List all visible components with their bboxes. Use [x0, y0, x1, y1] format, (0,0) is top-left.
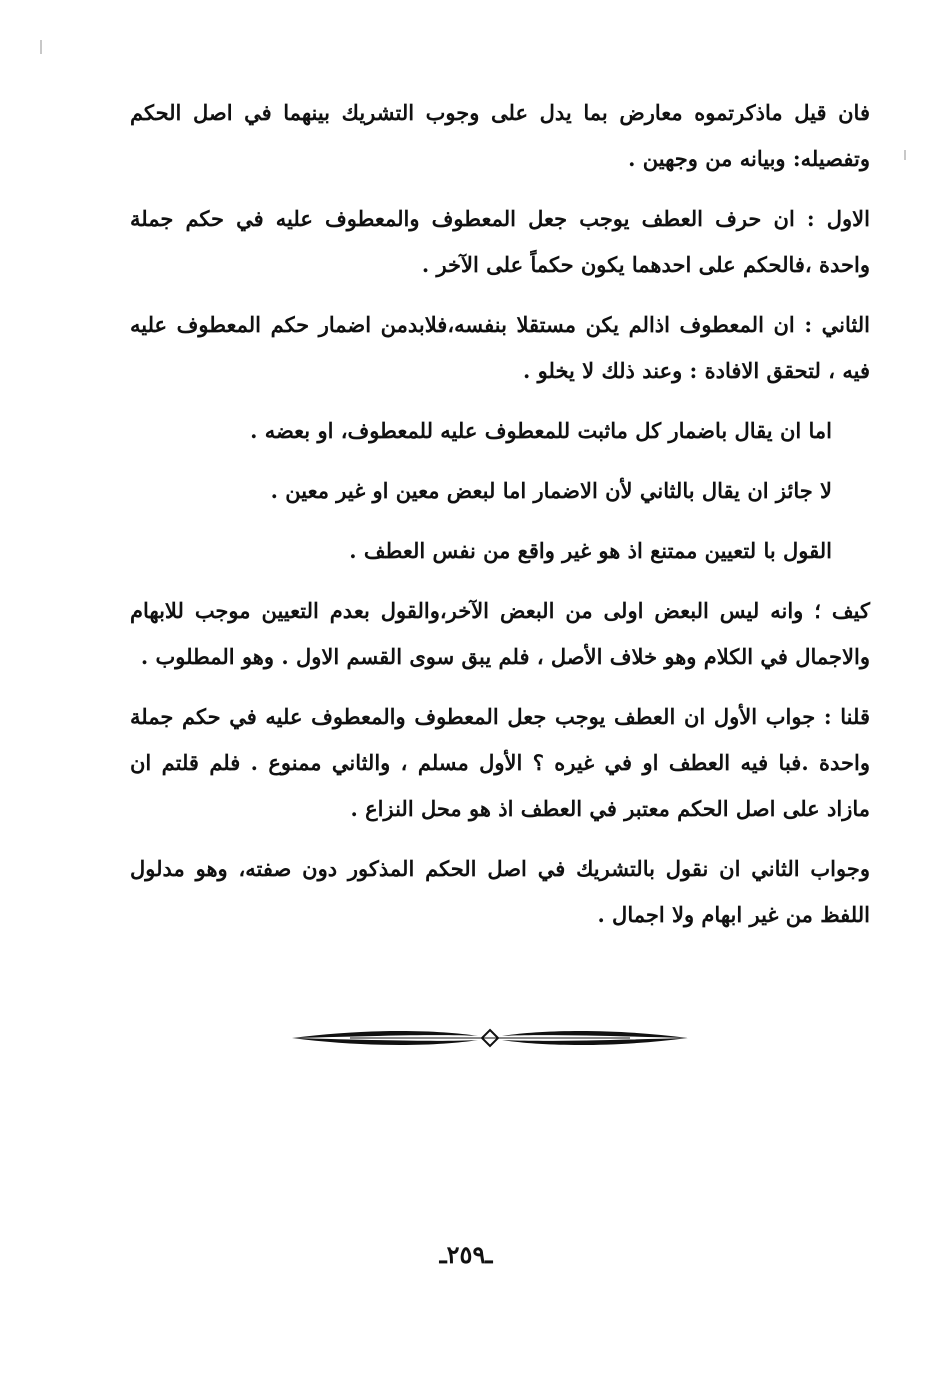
paragraph-first-point: الاول : ان حرف العطف يوجب جعل المعطوف والمعطوف عليه في حكم جملة واحدة ،فالحكم على احدهما يكون حكماً على الآخر .	[130, 206, 870, 277]
paragraph-second-point: الثاني : ان المعطوف اذالم يكن مستقلا بنفسه،فلابدمن اضمار حكم المعطوف عليه فيه ، لتحقق الافادة : وعند ذلك لا يخلو .	[130, 312, 870, 383]
scan-edge-mark	[40, 40, 42, 54]
page-number: ـ٢٥٩ـ	[439, 1240, 493, 1269]
paragraph-option-all: اما ان يقال باضمار كل ماثبت للمعطوف عليه للمعطوف، او بعضه .	[250, 418, 832, 443]
paragraph-option-some: لا جائز ان يقال بالثاني لأن الاضمار اما لبعض معين او غير معين .	[270, 478, 832, 503]
paragraph-reply-first: قلنا : جواب الأول ان العطف يوجب جعل المعطوف والمعطوف عليه في حكم جملة واحدة .فبا فيه العطف او في غيره ؟ الأول مسلم ، والثاني ممنوع . فلم قلتم ان مازاد على اصل الحكم معتبر في العطف اذ هو محل النزاع .	[130, 704, 870, 821]
ornament-left-swash	[292, 1031, 478, 1038]
divider-ornament	[290, 1022, 690, 1054]
paragraph-specification: القول با لتعيين ممتنع اذ هو غير واقع من نفس العطف .	[349, 538, 832, 563]
paragraph-objection: فان قيل ماذكرتموه معارض بما يدل على وجوب التشريك بينهما في اصل الحكم وتفصيله: وبيانه من وجهين .	[130, 100, 870, 171]
ornament-left-swash-lower	[292, 1038, 478, 1045]
ornament-right-swash	[502, 1031, 688, 1038]
paragraph-reply-second: وجواب الثاني ان نقول بالتشريك في اصل الحكم المذكور دون صفته، وهو مدلول اللفظ من غير ابهام ولا اجمال .	[130, 856, 870, 927]
paragraph-how: كيف ؛ وانه ليس البعض اولى من البعض الآخر،والقول بعدم التعيين موجب للابهام والاجمال في الكلام وهو خلاف الأصل ، فلم يبق سوى القسم الاول . وهو المطلوب .	[130, 598, 870, 669]
body-text	[130, 90, 870, 952]
ornament-right-swash-lower	[502, 1038, 688, 1045]
scan-edge-mark	[904, 150, 906, 160]
